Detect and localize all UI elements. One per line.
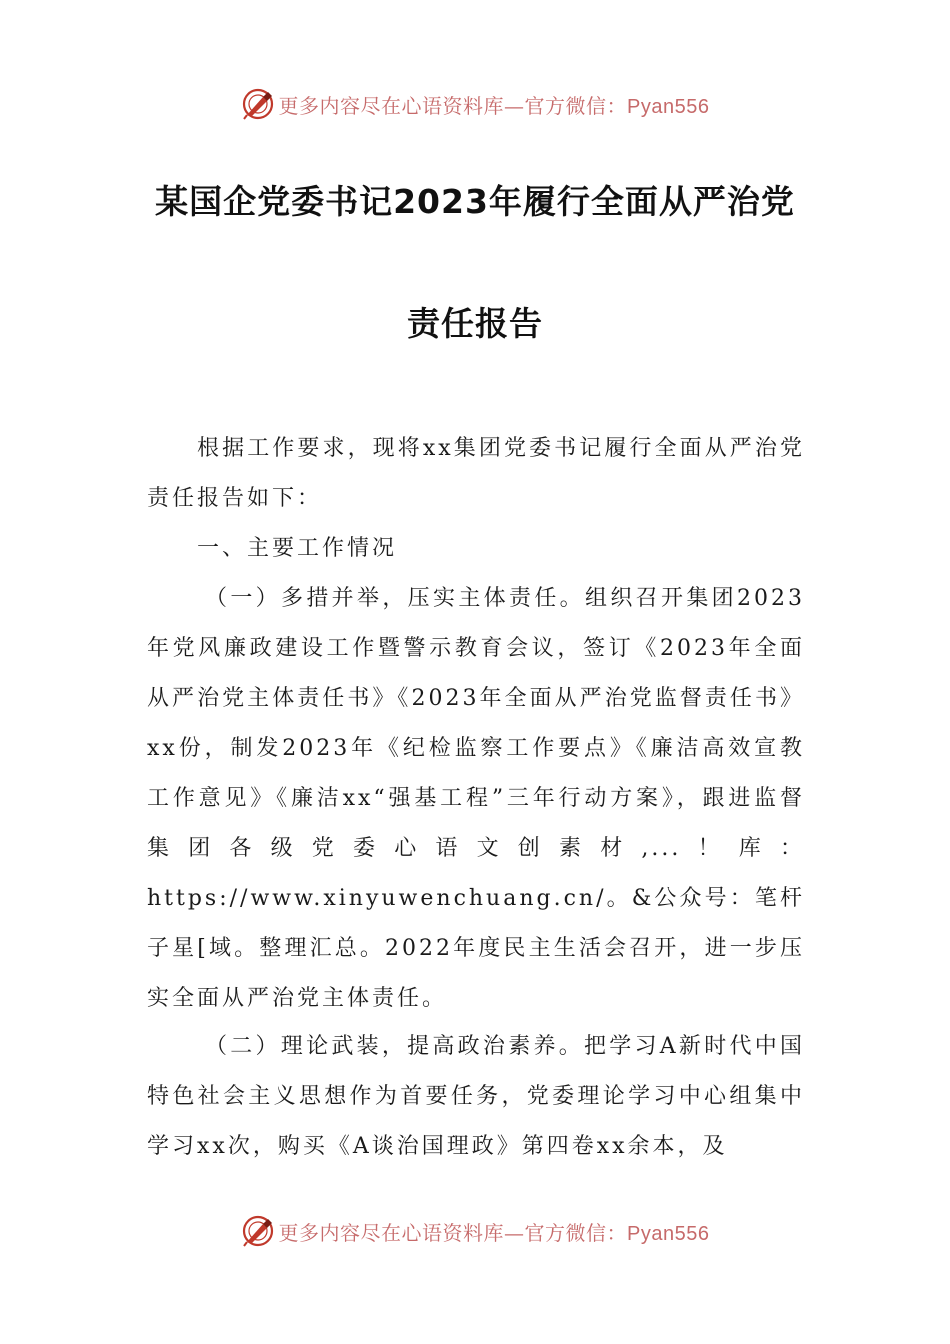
section-heading-main-work: 一、主要工作情况 xyxy=(197,536,398,561)
watermark-account: Pyan556 xyxy=(627,95,710,118)
document-title-line-2: 责任报告 xyxy=(407,304,543,343)
watermark-text: 更多内容尽在心语资料库—官方微信：Pyan556 xyxy=(278,1220,710,1245)
watermark-footer xyxy=(0,1211,950,1251)
paragraph-section-1: （一）多措并举，压实主体责任。组织召开集团2023年党风廉政建设工作暨警示教育会议，签订《2023年全面从严治党主体责任书》《2023年全面从严治党监督责任书》xx份，制发2023年《纪检监察工作要点》《廉洁高效宣教工作意见》《廉洁xx“强基工程”三年行动方案》，跟进监督集团各级党委心语文创素材,...！库：https://www.xinyuwenchuang.cn/。&公众号：笔杆子星[域。整理汇总。2022年度民主生活会召开，进一步压实全面从严治党主体责任。 xyxy=(147,586,805,1011)
pen-nib-logo-icon xyxy=(241,87,275,121)
watermark-header xyxy=(0,84,950,124)
document-title-line-1: 某国企党委书记2023年履行全面从严治党 xyxy=(155,182,795,221)
pen-nib-logo-icon xyxy=(241,1214,275,1248)
watermark-account: Pyan556 xyxy=(627,1222,710,1245)
watermark-text: 更多内容尽在心语资料库—官方微信：Pyan556 xyxy=(278,93,710,118)
paragraph-intro: 根据工作要求，现将xx集团党委书记履行全面从严治党责任报告如下： xyxy=(147,436,805,511)
paragraph-section-2: （二）理论武装，提高政治素养。把学习A新时代中国特色社会主义思想作为首要任务，党委理论学习中心组集中学习xx次，购买《A谈治国理政》第四卷xx余本，及 xyxy=(147,1034,805,1159)
